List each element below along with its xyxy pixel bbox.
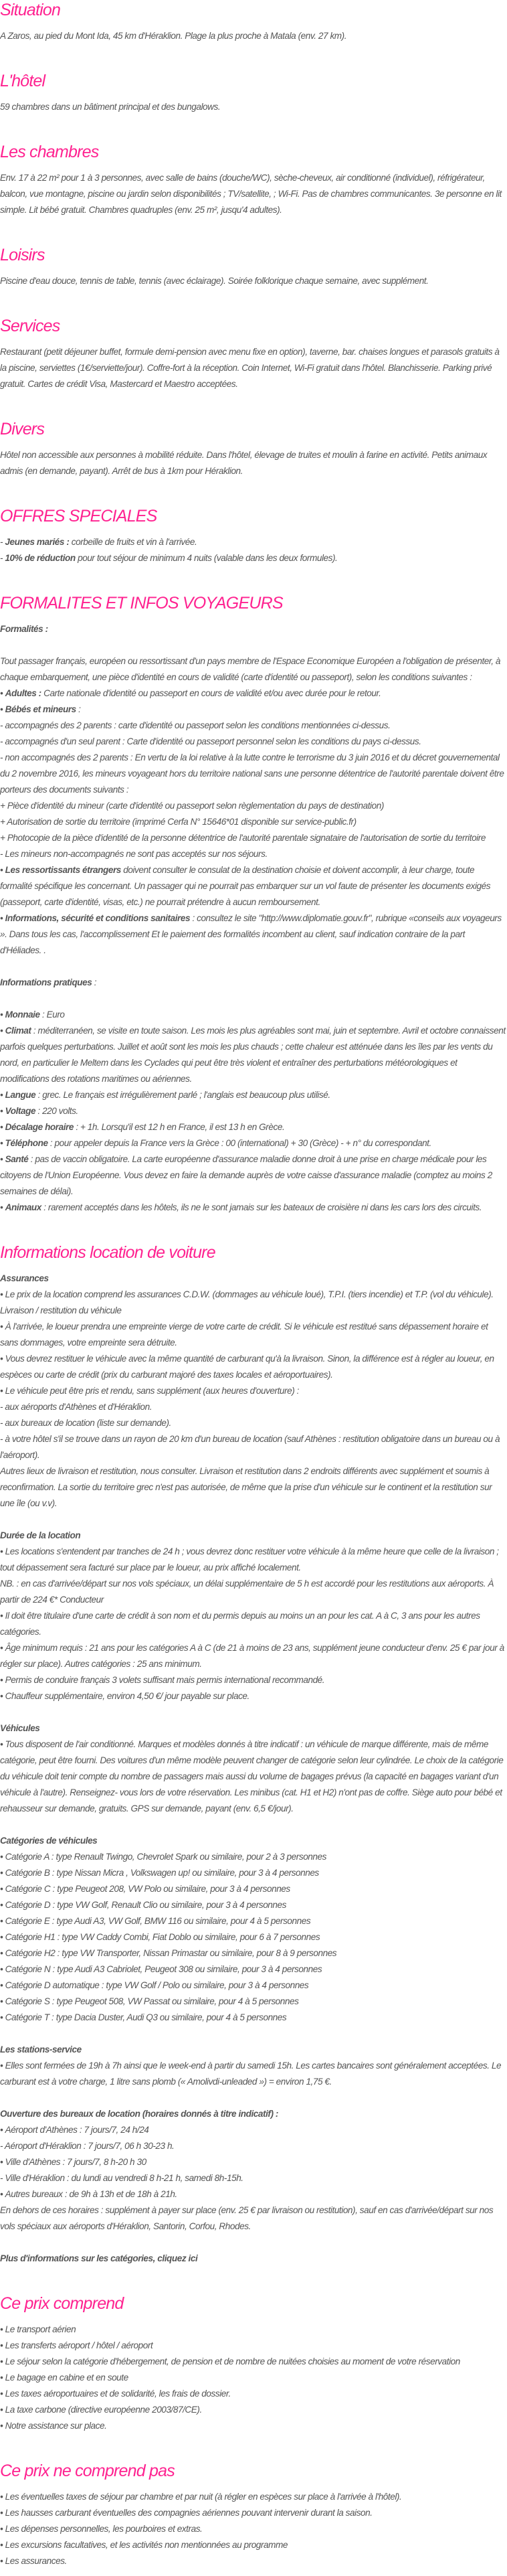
- heading-loisirs: Loisirs: [0, 246, 45, 264]
- spacer: [0, 1704, 507, 1720]
- bebes-label: Bébés et mineurs: [5, 704, 76, 714]
- formalites-etrangers: [0, 862, 507, 910]
- comprend-item: • Le transport aérien: [0, 2322, 507, 2338]
- category-item: • Catégorie C : type Peugeot 208, VW Polo ou similaire, pour 3 à 4 personnes: [0, 1881, 507, 1897]
- section-hotel: [0, 71, 507, 115]
- comprend-item: • Les transferts aéroport / hôtel / aéroport: [0, 2338, 507, 2354]
- bebes-text: :: [76, 704, 81, 714]
- hotel-text: 59 chambres dans un bâtiment principal et des bungalows.: [0, 102, 221, 112]
- divers-text: Hôtel non accessible aux personnes à mobilité réduite. Dans l'hôtel, élevage de truites et moulin à farine en activité. Petits animaux admis (en demande, payant). Arrêt de bus à 1km pour Héraklion.: [0, 450, 488, 476]
- category-item: • Catégorie H2 : type VW Transporter, Nissan Primastar ou similaire, pour 8 à 9 personnes: [0, 1945, 507, 1961]
- heading-prix-comprend: Ce prix comprend: [0, 2294, 124, 2313]
- assurance-line: - aux aéroports d'Athènes et d'Héraklion.: [0, 1402, 153, 1412]
- assurance-line: • Le véhicule peut être pris et rendu, sans supplément (aux heures d'ouverture) :: [0, 1383, 507, 1399]
- pratique-label: Santé: [5, 1154, 29, 1164]
- categories-subtitle: Catégories de véhicules: [0, 1836, 98, 1846]
- heading-hotel: L'hôtel: [0, 72, 45, 90]
- formalites-adultes: [0, 686, 507, 702]
- stations-text: • Elles sont fermées de 19h à 7h ainsi que le week-end à partir du samedi 15h. Les cartes bancaires sont généralement acceptées. Le carburant est à votre charge, 1 litre sans plomb (« Amolivdi-unleaded ») = environ 1,75 €.: [0, 2058, 507, 2090]
- comprend-item: • Le séjour selon la catégorie d'hébergement, de pension et de nombre de nuitées choisies au moment de votre réservation: [0, 2354, 507, 2370]
- formalites-bebes: [0, 702, 507, 718]
- pratique-item: [0, 1151, 507, 1200]
- assurances-subtitle: Assurances: [0, 1273, 49, 1283]
- pratique-item: [0, 1087, 507, 1103]
- spacer: [0, 637, 507, 653]
- comprend-item: • Notre assistance sur place.: [0, 2418, 507, 2434]
- formalites-subtitle: Formalités :: [0, 624, 48, 634]
- section-chambres: [0, 142, 507, 218]
- pratique-text: : Euro: [39, 1010, 65, 1020]
- ne-comprend-item: • Les dépenses personnelles, les pourboires et extras.: [0, 2521, 507, 2537]
- offre-text: corbeille de fruits et vin à l'arrivée.: [69, 537, 197, 547]
- heading-offres-speciales: OFFRES SPECIALES: [0, 507, 157, 526]
- offre-label: Jeunes mariés :: [5, 537, 70, 547]
- spacer: [0, 2090, 507, 2106]
- duree-line: • Il doit être titulaire d'une carte de crédit à son nom et du permis depuis au moins un an pour les cat. A à C, 3 ans pour les autres catégories.: [0, 1608, 507, 1640]
- pratique-text: : pas de vaccin obligatoire. La carte européenne d'assurance maladie donne droit à une prise en charge médicale pour les citoyens de l'Union Européenne. Vous devez en faire la demande auprès de votre caisse d'assurance maladie (comptez au moins 2 semaines de délai).: [0, 1154, 492, 1196]
- adultes-text: Carte nationale d'identité ou passeport en cours de validité et/ou avec durée pour le retour.: [41, 688, 381, 698]
- comprend-item: • Le bagage en cabine et en soute: [0, 2370, 507, 2386]
- infos-label: Informations, sécurité et conditions sanitaires: [5, 913, 191, 923]
- bureaux-subtitle: Ouverture des bureaux de location (horaires donnés à titre indicatif) :: [0, 2109, 278, 2119]
- assurance-line: • À l'arrivée, le loueur prendra une empreinte vierge de votre carte de crédit. Si le véhicule est restitué sans dépassement horaire et sans dommages, votre empreinte sera détruite.: [0, 1319, 507, 1351]
- vehicules-text: • Tous disposent de l'air conditionné. Marques et modèles donnés à titre indicatif : un véhicule de marque différente, mais de même catégorie, peut être fourni. Des voitures d'un même modèle peuvent changer de catégorie selon leur cylindrée. Le choix de la catégorie du véhicule doit tenir compte du nombre de passagers mais aussi du volume de bagages prévus (la capacité en bagages variant d'un véhicule à l'autre). Renseignez- vous lors de votre réservation. Les minibus (cat. H1 et H2) n'ont pas de coffre. Siège auto pour bébé et rehausseur sur demande, gratuits. GPS sur demande, payant (env. 6,5 €/jour).: [0, 1737, 507, 1817]
- pratique-label: Climat: [5, 1026, 31, 1036]
- more-categories-link[interactable]: Plus d'informations sur les catégories, cliquez ici: [0, 2253, 198, 2263]
- duree-line: • Permis de conduire français 3 volets suffisant mais permis international recommandé.: [0, 1672, 507, 1688]
- category-item: • Catégorie S : type Peugeot 508, VW Passat ou similaire, pour 4 à 5 personnes: [0, 1994, 507, 2010]
- pratique-item: [0, 1200, 507, 1216]
- pratique-item: [0, 1007, 507, 1023]
- mineurs-line: + Photocopie de la pièce d'identité de la personne détentrice de l'autorité parentale signataire de l'autorisation de sortie du territoire: [0, 833, 486, 843]
- services-text: Restaurant (petit déjeuner buffet, formule demi-pension avec menu fixe en option), taverne, bar. chaises longues et parasols gratuits à la piscine, serviettes (1€/serviette/jour). Coffre-fort à la réception. Coin Internet, Wi-Fi gratuit dans l'hôtel. Blanchisserie. Parking privé gratuit. Cartes de crédit Visa, Mastercard et Maestro acceptées.: [0, 347, 500, 389]
- spacer: [0, 991, 507, 1007]
- section-situation: [0, 0, 507, 44]
- bureau-line: - Ville d'Héraklion : du lundi au vendredi 8 h-21 h, samedi 8h-15h.: [0, 2173, 243, 2183]
- mineurs-line: - accompagnés d'un seul parent : Carte d'identité ou passeport personnel selon les conditions du pays ci-dessus.: [0, 736, 421, 746]
- section-prix-comprend: [0, 2293, 507, 2434]
- pratique-text: : méditerranéen, se visite en toute saison. Les mois les plus agréables sont mai, juin et septembre. Avril et octobre connaissent parfois quelques perturbations. Juillet et août sont les mois les plus chauds ; cette chaleur est atténuée dans les îles par les vents du nord, en particulier le Meltem dans les Cyclades qui peut être très violent et entraîner des perturbations météorologiques et modifications des rotations maritimes ou aériennes.: [0, 1026, 506, 1084]
- heading-divers: Divers: [0, 420, 45, 438]
- mineurs-line: - accompagnés des 2 parents : carte d'identité ou passeport selon les conditions mentionnées ci-dessus.: [0, 720, 391, 730]
- ne-comprend-item: • Les assurances.: [0, 2553, 507, 2569]
- offre-text: pour tout séjour de minimum 4 nuits (valable dans les deux formules).: [75, 553, 338, 563]
- pratique-label: Langue: [5, 1090, 36, 1100]
- mineurs-line: + Pièce d'identité du mineur (carte d'identité ou passeport selon règlementation du pays de destination): [0, 801, 384, 811]
- assurance-line: Autres lieux de livraison et restitution, nous consulter. Livraison et restitution dans 2 endroits différents avec supplément et soumis à reconfirmation. La sortie du territoire grec n'est pas autorisée, de même que la prise d'un véhicule sur le continent et la restitution sur une île (ou v.v).: [0, 1466, 492, 1508]
- pratique-text: : grec. Le français est irrégulièrement parlé ; l'anglais est beaucoup plus utilisé.: [35, 1090, 330, 1100]
- section-prix-ne-comprend-pas: [0, 2461, 507, 2569]
- bureau-line: • Ville d'Athènes : 7 jours/7, 8 h-20 h 30: [0, 2154, 507, 2170]
- formalites-infos-securite: [0, 910, 507, 959]
- pratique-item: [0, 1119, 507, 1135]
- assurance-line: - aux bureaux de location (liste sur demande).: [0, 1418, 171, 1428]
- comprend-item: • La taxe carbone (directive européenne 2003/87/CE).: [0, 2402, 507, 2418]
- section-loisirs: [0, 245, 507, 289]
- pratiques-subtitle: [0, 975, 507, 991]
- pratique-item: [0, 1103, 507, 1119]
- duree-line: NB. : en cas d'arrivée/départ sur nos vols spéciaux, un délai supplémentaire de 5 h est accordé pour les restitutions aux aéroports. À partir de 224 €* Conducteur: [0, 1579, 494, 1605]
- bureau-line: • Aéroport d'Athènes : 7 jours/7, 24 h/24: [0, 2122, 507, 2138]
- heading-situation: Situation: [0, 1, 61, 19]
- assurance-line: • Vous devrez restituer le véhicule avec la même quantité de carburant qu'à la livraison. Sinon, la différence est à régler au loueur, en espèces ou carte de crédit (prix du carburant majoré des taxes locales et aéroportuaires).: [0, 1351, 507, 1383]
- mineurs-line: - non accompagnés des 2 parents : En vertu de la loi relative à la lutte contre le terrorisme du 3 juin 2016 et du décret gouvernemental du 2 novembre 2016, les mineurs voyageant hors du territoire national sans une personne détentrice de l'autorité parentale doivent être porteurs des documents suivants :: [0, 752, 504, 795]
- pratique-text: : 220 volts.: [35, 1106, 78, 1116]
- bureau-line: En dehors de ces horaires : supplément à payer sur place (env. 25 € par livraison ou restitution), sauf en cas d'arrivée/départ sur nos vols spéciaux aux aéroports d'Héraklion, Santorin, Corfou, Rhodes.: [0, 2205, 494, 2231]
- assurance-line: - à votre hôtel s'il se trouve dans un rayon de 20 km d'un bureau de location (sauf Athènes : restitution obligatoire dans un bureau ou à l'aéroport).: [0, 1434, 500, 1460]
- pratique-label: Animaux: [5, 1202, 41, 1212]
- infos-text: : consultez le site "http://www.diplomatie.gouv.fr", rubrique «conseils aux voyageurs ». Dans tous les cas, l'accomplissement Et le paiement des formalités incombent au client, sauf indication contraire de la part d'Héliades. .: [0, 913, 502, 955]
- spacer: [0, 2026, 507, 2042]
- spacer: [0, 2235, 507, 2251]
- ne-comprend-item: • Les hausses carburant éventuelles des compagnies aériennes pouvant intervenir durant la saison.: [0, 2505, 507, 2521]
- section-offres-speciales: [0, 506, 507, 566]
- etrangers-label: Les ressortissants étrangers: [5, 865, 121, 875]
- category-item: • Catégorie A : type Renault Twingo, Chevrolet Spark ou similaire, pour 2 à 3 personnes: [0, 1849, 507, 1865]
- heading-services: Services: [0, 317, 60, 335]
- spacer: [0, 1512, 507, 1528]
- offre-prefix: -: [0, 537, 5, 547]
- category-item: • Catégorie H1 : type VW Caddy Combi, Fiat Doblo ou similaire, pour 6 à 7 personnes: [0, 1929, 507, 1945]
- bureau-line: - Aéroport d'Héraklion : 7 jours/7, 06 h 30-23 h.: [0, 2141, 175, 2151]
- category-item: • Catégorie D automatique : type VW Golf / Polo ou similaire, pour 3 à 4 personnes: [0, 1978, 507, 1994]
- pratique-label: Téléphone: [5, 1138, 48, 1148]
- offre-item: [0, 550, 507, 566]
- category-item: • Catégorie D : type VW Golf, Renault Clio ou similaire, pour 3 à 4 personnes: [0, 1897, 507, 1913]
- formalites-intro: Tout passager français, européen ou ressortissant d'un pays membre de l'Espace Economique Européen a l'obligation de présenter, à chaque embarquement, une pièce d'identité en cours de validité (carte d'identité ou passeport), selon les conditions suivantes :: [0, 656, 500, 682]
- situation-text: A Zaros, au pied du Mont Ida, 45 km d'Héraklion. Plage la plus proche à Matala (env. 27 km).: [0, 31, 347, 41]
- offre-label: 10% de réduction: [5, 553, 76, 563]
- ne-comprend-item: • Les éventuelles taxes de séjour par chambre et par nuit (à régler en espèces sur place à l'arrivée à l'hôtel).: [0, 2489, 507, 2505]
- spacer: [0, 1817, 507, 1833]
- heading-formalites: FORMALITES ET INFOS VOYAGEURS: [0, 594, 283, 613]
- pratique-label: Voltage: [5, 1106, 36, 1116]
- bureau-line: • Autres bureaux : de 9h à 13h et de 18h à 21h.: [0, 2186, 507, 2202]
- pratique-item: [0, 1023, 507, 1087]
- assurance-line: • Le prix de la location comprend les assurances C.D.W. (dommages au véhicule loué), T.P.I. (tiers incendie) et T.P. (vol du véhicule). Livraison / restitution du véhicule: [0, 1287, 507, 1319]
- heading-prix-ne-comprend-pas: Ce prix ne comprend pas: [0, 2462, 175, 2480]
- section-formalites: [0, 593, 507, 1216]
- chambres-text: Env. 17 à 22 m² pour 1 à 3 personnes, avec salle de bains (douche/WC), sèche-cheveux, air conditionné (individuel), réfrigérateur, balcon, vue montagne, piscine ou jardin selon disponibilités ; TV/satellite, ; Wi-Fi. Pas de chambres communicantes. 3e personne en lit simple. Lit bébé gratuit. Chambres quadruples (env. 25 m², jusqu'4 adultes).: [0, 173, 502, 215]
- offre-prefix: -: [0, 553, 5, 563]
- category-item: • Catégorie E : type Audi A3, VW Golf, BMW 116 ou similaire, pour 4 à 5 personnes: [0, 1913, 507, 1929]
- pratique-text: : rarement acceptés dans les hôtels, ils ne le sont jamais sur les bateaux de croisière ni dans les cars lors des circuits.: [41, 1202, 482, 1212]
- duree-subtitle: Durée de la location: [0, 1530, 81, 1540]
- pratique-label: Monnaie: [5, 1010, 40, 1020]
- heading-chambres: Les chambres: [0, 143, 99, 161]
- pratiques-subtitle-text: Informations pratiques: [0, 977, 92, 987]
- pratique-item: [0, 1135, 507, 1151]
- adultes-label: Adultes :: [5, 688, 41, 698]
- pratique-label: Décalage horaire: [5, 1122, 74, 1132]
- vehicules-subtitle: Véhicules: [0, 1723, 40, 1733]
- pratique-text: : + 1h. Lorsqu'il est 12 h en France, il est 13 h en Grèce.: [74, 1122, 285, 1132]
- section-divers: [0, 419, 507, 479]
- loisirs-text: Piscine d'eau douce, tennis de table, tennis (avec éclairage). Soirée folklorique chaque semaine, avec supplément.: [0, 276, 429, 286]
- stations-subtitle: Les stations-service: [0, 2044, 82, 2055]
- category-item: • Catégorie T : type Dacia Duster, Audi Q3 ou similaire, pour 4 à 5 personnes: [0, 2010, 507, 2026]
- pratiques-subtitle-suffix: :: [92, 977, 97, 987]
- spacer: [0, 959, 507, 975]
- section-location-voiture: [0, 1242, 507, 2267]
- heading-location-voiture: Informations location de voiture: [0, 1243, 215, 1262]
- category-item: • Catégorie N : type Audi A3 Cabriolet, Peugeot 308 ou similaire, pour 3 à 4 personnes: [0, 1961, 507, 1978]
- ne-comprend-item: • Les excursions facultatives, et les activités non mentionnées au programme: [0, 2537, 507, 2553]
- category-item: • Catégorie B : type Nissan Micra , Volkswagen up! ou similaire, pour 3 à 4 personnes: [0, 1865, 507, 1881]
- etrangers-text: doivent consulter le consulat de la destination choisie et doivent accomplir, à leur charge, toute formalité spécifique les concernant. Un passager qui ne pourrait pas embarquer sur un vol faute de présenter les documents exigés (passeport, carte d'identité, visas, etc.) ne pourrait prétendre à aucun remboursement.: [0, 865, 491, 907]
- duree-line: • Âge minimum requis : 21 ans pour les catégories A à C (de 21 à moins de 23 ans, supplément jeune conducteur d'env. 25 € par jour à régler sur place). Autres catégories : 25 ans minimum.: [0, 1640, 507, 1672]
- mineurs-line: + Autorisation de sortie du territoire (imprimé Cerfa N° 15646*01 disponible sur service-public.fr): [0, 817, 357, 827]
- duree-line: • Chauffeur supplémentaire, environ 4,50 €/ jour payable sur place.: [0, 1688, 507, 1704]
- offre-item: [0, 534, 507, 550]
- pratique-text: : pour appeler depuis la France vers la Grèce : 00 (international) + 30 (Grèce) - + n° du correspondant.: [47, 1138, 431, 1148]
- duree-line: • Les locations s'entendent par tranches de 24 h ; vous devrez donc restituer votre véhicule à la même heure que celle de la livraison ; tout dépassement sera facturé sur place par le loueur, au prix affiché localement.: [0, 1544, 507, 1576]
- comprend-item: • Les taxes aéroportuaires et de solidarité, les frais de dossier.: [0, 2386, 507, 2402]
- section-services: [0, 316, 507, 392]
- mineurs-line: - Les mineurs non-accompagnés ne sont pas acceptés sur nos séjours.: [0, 849, 268, 859]
